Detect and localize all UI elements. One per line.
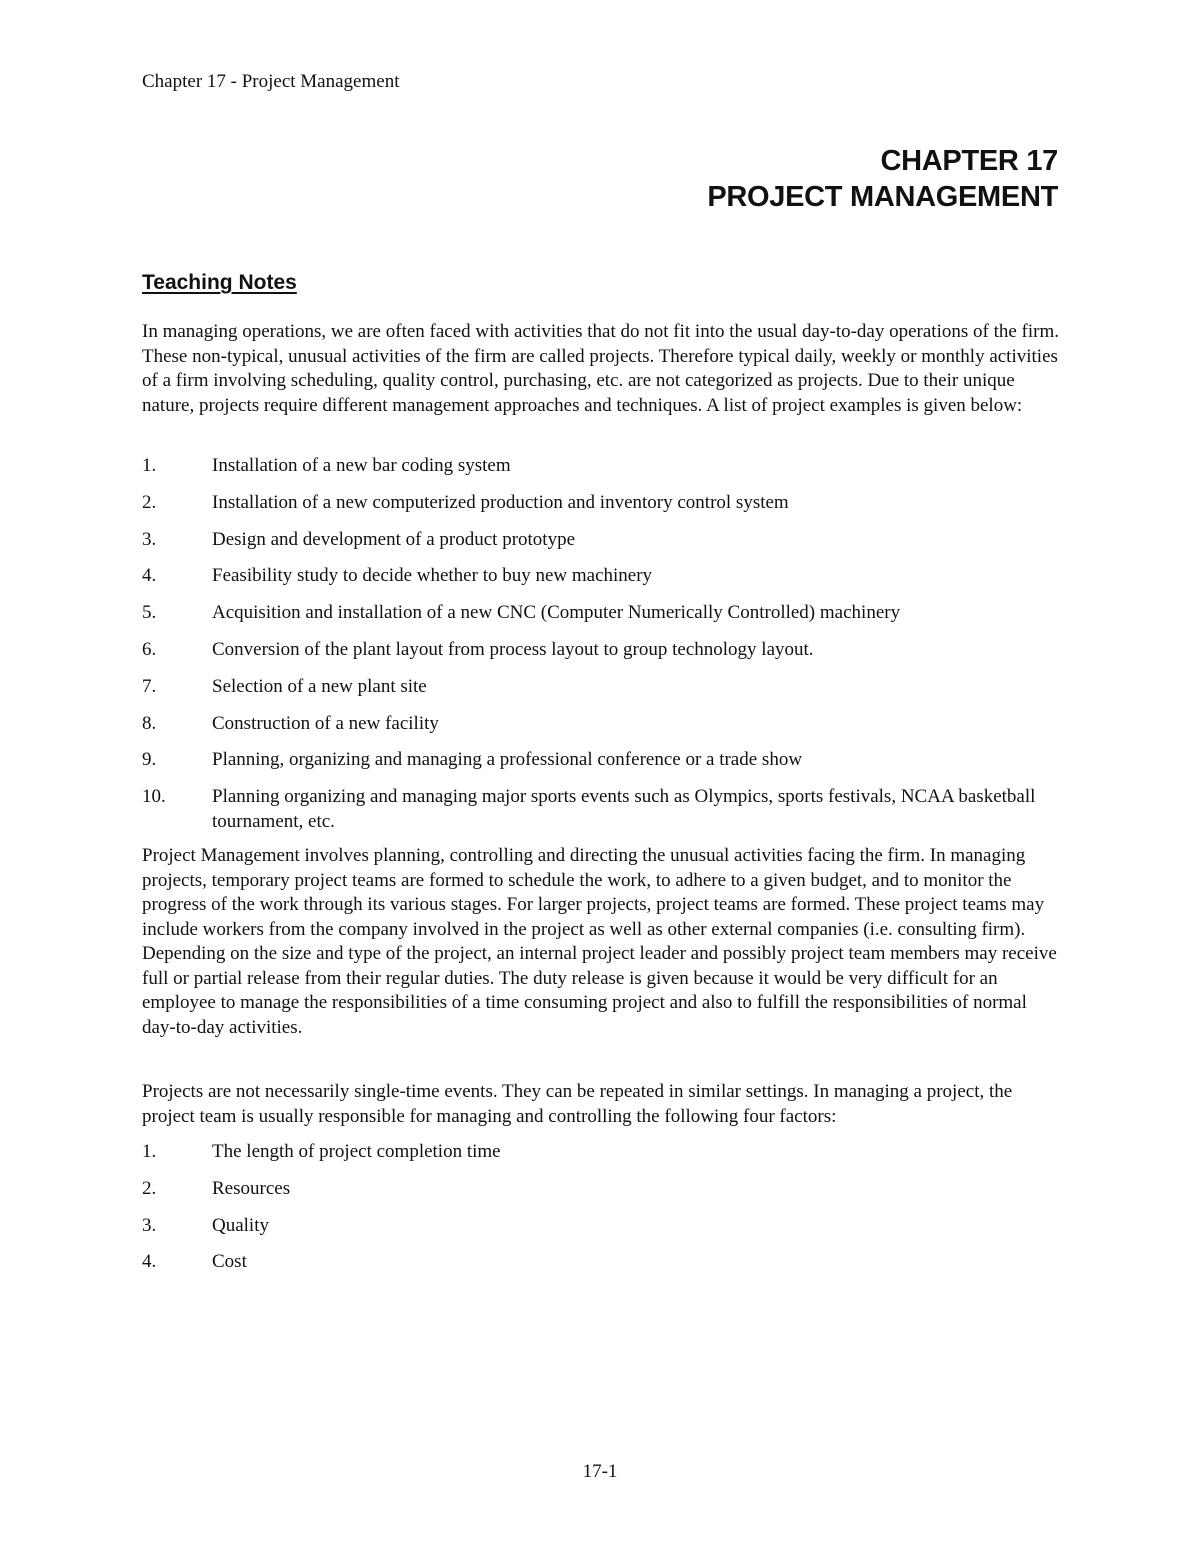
list-number: 7. <box>142 675 157 697</box>
chapter-name: PROJECT MANAGEMENT <box>707 181 1058 213</box>
list-item <box>142 1177 1062 1202</box>
list-number: 2. <box>142 1177 157 1199</box>
list-text: Feasibility study to decide whether to buy new machinery <box>212 565 653 587</box>
list-number: 1. <box>142 1141 157 1162</box>
intro-paragraph: In managing operations, we are often faced with activities that do not fit into the usual day-to-day operations of the firm. These non-typical, unusual activities of the firm are called projects. Therefore typical daily, weekly or monthly activities of a firm involving scheduling, quality control, purchasing, etc. are not categorized as projects. Due to their unique nature, projects require different management approaches and techniques. A list of project examples is given below: <box>142 321 1060 416</box>
list-item <box>142 601 1062 626</box>
chapter-number: CHAPTER 17 <box>880 145 1058 177</box>
running-header: Chapter 17 - Project Management <box>142 71 400 92</box>
section-heading: Teaching Notes <box>142 271 297 294</box>
list-item <box>142 638 1062 663</box>
list-number: 4. <box>142 565 157 587</box>
list-text: The length of project completion time <box>212 1141 501 1162</box>
list-item <box>142 1214 1062 1239</box>
examples-list <box>142 454 1062 846</box>
list-item <box>142 1250 1062 1275</box>
list-number: 10. <box>142 786 166 808</box>
list-text: Planning organizing and managing major sports events such as Olympics, sports festivals, NCAA basketball tournament, etc. <box>212 786 1036 832</box>
list-text: Design and development of a product prototype <box>212 528 576 550</box>
list-text: Resources <box>212 1177 291 1199</box>
list-text: Installation of a new computerized production and inventory control system <box>212 491 789 513</box>
list-text: Installation of a new bar coding system <box>212 455 511 476</box>
list-text: Planning, organizing and managing a professional conference or a trade show <box>212 749 803 771</box>
list-number: 1. <box>142 455 157 476</box>
body-paragraph: Project Management involves planning, controlling and directing the unusual activities facing the firm. In managing projects, temporary project teams are formed to schedule the work, to adhere to a given budget, and to monitor the progress of the work through its various stages. For larger projects, project teams are formed. These project teams may include workers from the company involved in the project as well as other external companies (i.e. consulting firm). Depending on the size and type of the project, an internal project leader and possibly project team members may receive full or partial release from their regular duties. The duty release is given because it would be very difficult for an employee to manage the responsibilities of a time consuming project and also to fulfill the responsibilities of normal day-to-day activities. <box>142 845 1057 1038</box>
list-item <box>142 528 1062 553</box>
list-item <box>142 564 1062 589</box>
list-text: Conversion of the plant layout from process layout to group technology layout. <box>212 638 814 660</box>
list-number: 6. <box>142 638 157 660</box>
list-number: 8. <box>142 712 157 734</box>
list-text: Construction of a new facility <box>212 712 439 734</box>
list-number: 3. <box>142 528 157 550</box>
list-text: Acquisition and installation of a new CNC (Computer Numerically Controlled) machinery <box>212 602 901 624</box>
body-paragraph: Projects are not necessarily single-time events. They can be repeated in similar settings. In managing a project, the project team is usually responsible for managing and controlling the following four factors: <box>142 1081 1013 1127</box>
list-item <box>142 675 1062 700</box>
list-item <box>142 491 1062 516</box>
list-number: 3. <box>142 1214 157 1236</box>
list-number: 4. <box>142 1251 157 1273</box>
list-text: Selection of a new plant site <box>212 675 427 697</box>
list-item <box>142 712 1062 737</box>
list-item <box>142 748 1062 773</box>
list-text: Cost <box>212 1251 247 1273</box>
page-number: 17-1 <box>582 1461 618 1482</box>
list-number: 9. <box>142 749 157 771</box>
factors-list <box>142 1140 1062 1287</box>
list-item <box>142 454 1062 479</box>
list-text: Quality <box>212 1214 269 1236</box>
list-item <box>142 785 1062 834</box>
list-number: 2. <box>142 491 157 513</box>
list-item <box>142 1140 1062 1165</box>
chapter-title <box>707 143 1058 215</box>
list-number: 5. <box>142 602 157 624</box>
